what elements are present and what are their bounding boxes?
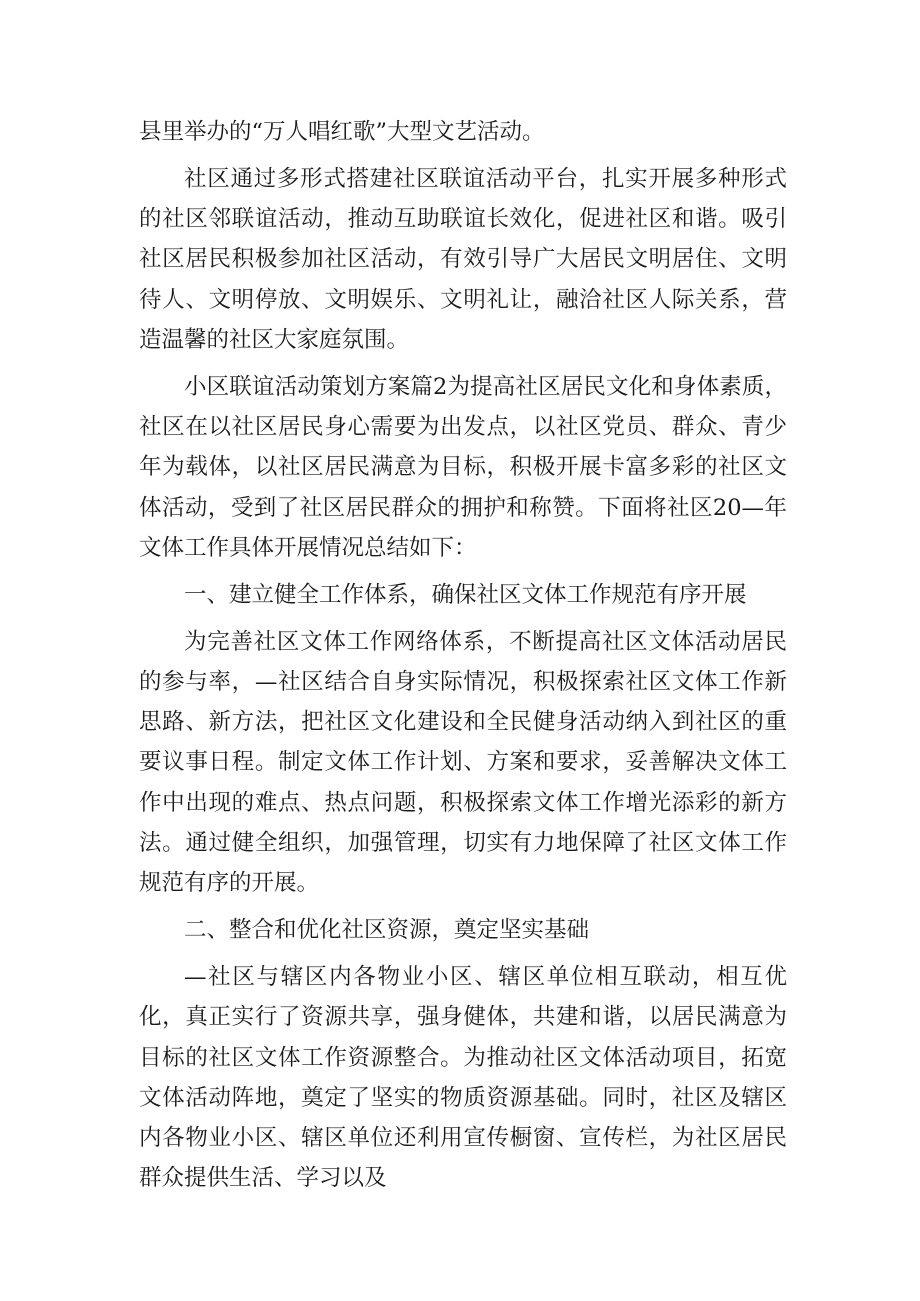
paragraph-1: 县里举办的“万人唱红歌”大型文艺活动。 bbox=[139, 119, 545, 145]
paragraph-3: 小区联谊活动策划方案篇2为提高社区居民文化和身体素质，社区在以社区居民身心需要为出发点，以社区党员、群众、青少年为载体，以社区居民满意为目标，积极开展卡富多彩的社区文体活动，受到了社区居民群众的拥护和称赞。下面将社区20—年文体工作具体开展情况总结如下： bbox=[139, 373, 787, 561]
paragraph-4: 为完善社区文体工作网络体系，不断提高社区文体活动居民的参与率，—社区结合自身实际情况，积极探索社区文体工作新思路、新方法，把社区文化建设和全民健身活动纳入到社区的重要议事日程。制定文体工作计划、方案和要求，妥善解决文体工作中出现的难点、热点问题，积极探索文体工作增光添彩的新方法。通过健全组织，加强管理，切实有力地保障了社区文体工作规范有序的开展。 bbox=[139, 628, 787, 897]
section-heading-2: 二、整合和优化社区资源，奠定坚实基础 bbox=[184, 917, 590, 944]
section-heading-1: 一、建立健全工作体系，确保社区文体工作规范有序开展 bbox=[184, 581, 747, 608]
document-body bbox=[139, 112, 787, 1205]
paragraph-2: 社区通过多形式搭建社区联谊活动平台，扎实开展多种形式的社区邻联谊活动，推动互助联谊长效化，促进社区和谐。吸引社区居民积极参加社区活动，有效引导广大居民文明居住、文明待人、文明停放、文明娱乐、文明礼让，融洽社区人际关系，营造温馨的社区大家庭氛围。 bbox=[139, 165, 787, 353]
paragraph-5: —社区与辖区内各物业小区、辖区单位相互联动，相互优化，真正实行了资源共享，强身健体，共建和谐，以居民满意为目标的社区文体工作资源整合。为推动社区文体活动项目，拓宽文体活动阵地，奠定了坚实的物质资源基础。同时，社区及辖区内各物业小区、辖区单位还利用宣传橱窗、宣传栏，为社区居民群众提供生活、学习以及 bbox=[139, 963, 787, 1192]
